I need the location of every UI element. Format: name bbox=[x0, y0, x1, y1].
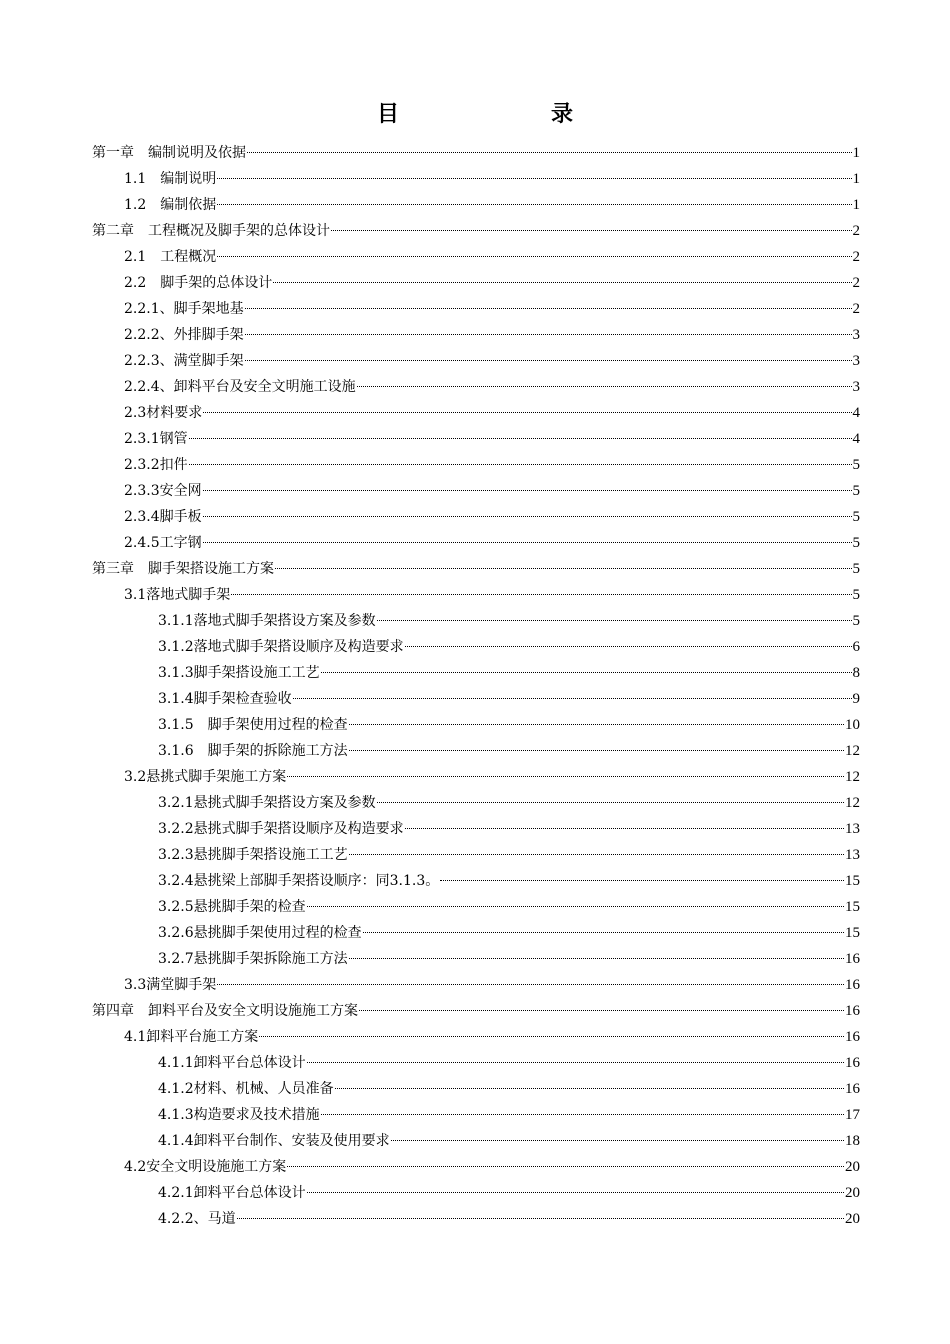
toc-entry[interactable] bbox=[92, 452, 860, 478]
toc-entry[interactable] bbox=[92, 998, 860, 1024]
dot-leader bbox=[287, 774, 844, 777]
toc-entry[interactable] bbox=[92, 322, 860, 348]
toc-entry[interactable] bbox=[92, 764, 860, 790]
dot-leader bbox=[217, 982, 844, 985]
toc-entry-label: 2.4.5工字钢 bbox=[124, 535, 202, 551]
dot-leader bbox=[293, 696, 852, 699]
toc-entry[interactable] bbox=[92, 426, 860, 452]
toc-entry[interactable] bbox=[92, 1050, 860, 1076]
toc-entry-page-number: 16 bbox=[845, 951, 860, 967]
dot-leader bbox=[349, 852, 844, 855]
toc-entry[interactable] bbox=[92, 1206, 860, 1232]
toc-entry[interactable] bbox=[92, 868, 860, 894]
toc-entry-page-number: 13 bbox=[845, 847, 860, 863]
toc-entry-label: 2.3.1钢管 bbox=[124, 431, 188, 447]
toc-entry-label: 第三章 脚手架搭设施工方案 bbox=[92, 561, 274, 577]
dot-leader bbox=[440, 878, 844, 881]
toc-entry-page-number: 10 bbox=[845, 717, 860, 733]
toc-entry-page-number: 4 bbox=[852, 405, 860, 421]
toc-entry[interactable] bbox=[92, 348, 860, 374]
dot-leader bbox=[307, 904, 844, 907]
toc-entry-label: 4.1.2材料、机械、人员准备 bbox=[158, 1081, 334, 1097]
dot-leader bbox=[349, 722, 844, 725]
dot-leader bbox=[287, 1164, 844, 1167]
toc-entry-label: 第二章 工程概况及脚手架的总体设计 bbox=[92, 223, 330, 239]
dot-leader bbox=[405, 644, 852, 647]
toc-entry-page-number: 15 bbox=[845, 925, 860, 941]
toc-entry-label: 2.2.1、脚手架地基 bbox=[124, 301, 244, 317]
dot-leader bbox=[359, 1008, 844, 1011]
toc-entry-page-number: 3 bbox=[852, 353, 860, 369]
dot-leader bbox=[331, 228, 852, 231]
toc-entry-label: 4.1卸料平台施工方案 bbox=[124, 1029, 259, 1045]
toc-entry-label: 3.1.3脚手架搭设施工工艺 bbox=[158, 665, 320, 681]
toc-entry-page-number: 9 bbox=[852, 691, 860, 707]
toc-entry-page-number: 5 bbox=[852, 587, 860, 603]
toc-entry-page-number: 1 bbox=[852, 145, 860, 161]
toc-entry-label: 2.2.2、外排脚手架 bbox=[124, 327, 244, 343]
dot-leader bbox=[357, 384, 852, 387]
toc-entry-label: 3.1落地式脚手架 bbox=[124, 587, 231, 603]
toc-entry[interactable] bbox=[92, 608, 860, 634]
toc-entry[interactable] bbox=[92, 920, 860, 946]
dot-leader bbox=[237, 1216, 844, 1219]
page-title: 目 录 bbox=[376, 101, 609, 127]
toc-entry[interactable] bbox=[92, 738, 860, 764]
toc-entry-label: 第四章 卸料平台及安全文明设施施工方案 bbox=[92, 1003, 358, 1019]
toc-entry-label: 4.2.1卸料平台总体设计 bbox=[158, 1185, 306, 1201]
toc-entry-label: 1.1 编制说明 bbox=[124, 171, 217, 187]
toc-entry-label: 2.1 工程概况 bbox=[124, 249, 217, 265]
toc-entry[interactable] bbox=[92, 270, 860, 296]
toc-entry-page-number: 5 bbox=[852, 535, 860, 551]
toc-entry[interactable] bbox=[92, 556, 860, 582]
toc-entry[interactable] bbox=[92, 816, 860, 842]
toc-entry-page-number: 12 bbox=[845, 769, 860, 785]
toc-entry-page-number: 16 bbox=[845, 1055, 860, 1071]
toc-entry-label: 3.2.5悬挑脚手架的检查 bbox=[158, 899, 306, 915]
toc-entry-page-number: 2 bbox=[852, 275, 860, 291]
toc-entry-label: 4.1.3构造要求及技术措施 bbox=[158, 1107, 320, 1123]
toc-entry-page-number: 8 bbox=[852, 665, 860, 681]
dot-leader bbox=[247, 150, 852, 153]
toc-entry-page-number: 16 bbox=[845, 1029, 860, 1045]
dot-leader bbox=[349, 748, 844, 751]
toc-entry-page-number: 2 bbox=[852, 301, 860, 317]
toc-entry-label: 4.2安全文明设施施工方案 bbox=[124, 1159, 287, 1175]
toc-entry-page-number: 4 bbox=[852, 431, 860, 447]
dot-leader bbox=[245, 332, 852, 335]
dot-leader bbox=[259, 1034, 844, 1037]
dot-leader bbox=[217, 176, 851, 179]
toc-entry-label: 2.3材料要求 bbox=[124, 405, 203, 421]
toc-entry-label: 3.1.6 脚手架的拆除施工方法 bbox=[158, 743, 348, 759]
toc-entry-label: 4.1.1卸料平台总体设计 bbox=[158, 1055, 306, 1071]
dot-leader bbox=[231, 592, 851, 595]
toc-entry[interactable] bbox=[92, 1102, 860, 1128]
dot-leader bbox=[275, 566, 852, 569]
toc-entry-label: 2.2.4、卸料平台及安全文明施工设施 bbox=[124, 379, 356, 395]
toc-entry[interactable] bbox=[92, 218, 860, 244]
toc-entry-label: 2.2 脚手架的总体设计 bbox=[124, 275, 273, 291]
toc-entry-page-number: 12 bbox=[845, 795, 860, 811]
toc-entry[interactable] bbox=[92, 946, 860, 972]
toc-entry-label: 2.2.3、满堂脚手架 bbox=[124, 353, 244, 369]
toc-entry-page-number: 2 bbox=[852, 249, 860, 265]
toc-entry[interactable] bbox=[92, 842, 860, 868]
toc-entry-page-number: 1 bbox=[852, 171, 860, 187]
toc-entry[interactable] bbox=[92, 478, 860, 504]
toc-entry-page-number: 5 bbox=[852, 613, 860, 629]
toc-entry-page-number: 15 bbox=[845, 899, 860, 915]
toc-entry-label: 3.2.4悬挑梁上部脚手架搭设顺序：同3.1.3。 bbox=[158, 873, 440, 889]
toc-entry-label: 3.1.2落地式脚手架搭设顺序及构造要求 bbox=[158, 639, 404, 655]
dot-leader bbox=[363, 930, 844, 933]
toc-entry[interactable] bbox=[92, 894, 860, 920]
toc-entry[interactable] bbox=[92, 582, 860, 608]
toc-entry-page-number: 15 bbox=[845, 873, 860, 889]
toc-entry[interactable] bbox=[92, 634, 860, 660]
toc-entry[interactable] bbox=[92, 192, 860, 218]
dot-leader bbox=[203, 410, 851, 413]
dot-leader bbox=[273, 280, 851, 283]
toc-entry[interactable] bbox=[92, 530, 860, 556]
toc-entry[interactable] bbox=[92, 504, 860, 530]
dot-leader bbox=[203, 488, 852, 491]
toc-entry[interactable] bbox=[92, 1076, 860, 1102]
toc-entry-page-number: 3 bbox=[852, 327, 860, 343]
toc-entry[interactable] bbox=[92, 1128, 860, 1154]
dot-leader bbox=[203, 514, 852, 517]
toc-entry-label: 3.2悬挑式脚手架施工方案 bbox=[124, 769, 287, 785]
dot-leader bbox=[217, 254, 851, 257]
toc-entry[interactable] bbox=[92, 1024, 860, 1050]
dot-leader bbox=[307, 1190, 844, 1193]
toc-entry[interactable] bbox=[92, 660, 860, 686]
toc-entry-label: 1.2 编制依据 bbox=[124, 197, 217, 213]
toc-entry-label: 3.2.1悬挑式脚手架搭设方案及参数 bbox=[158, 795, 376, 811]
toc-entry-label: 3.1.4脚手架检查验收 bbox=[158, 691, 292, 707]
dot-leader bbox=[307, 1060, 844, 1063]
toc-entry-label: 2.3.4脚手板 bbox=[124, 509, 202, 525]
toc-entry-label: 3.3满堂脚手架 bbox=[124, 977, 217, 993]
toc-entry-page-number: 3 bbox=[852, 379, 860, 395]
toc-entry[interactable] bbox=[92, 374, 860, 400]
toc-entry[interactable] bbox=[92, 790, 860, 816]
dot-leader bbox=[321, 670, 852, 673]
toc-entry-page-number: 2 bbox=[852, 223, 860, 239]
toc-entry-page-number: 5 bbox=[852, 483, 860, 499]
toc-entry[interactable] bbox=[92, 1180, 860, 1206]
table-of-contents bbox=[92, 140, 860, 1232]
toc-entry-page-number: 16 bbox=[845, 1081, 860, 1097]
toc-entry-label: 3.1.1落地式脚手架搭设方案及参数 bbox=[158, 613, 376, 629]
dot-leader bbox=[217, 202, 851, 205]
toc-entry-page-number: 16 bbox=[845, 977, 860, 993]
toc-entry-label: 2.3.2扣件 bbox=[124, 457, 188, 473]
dot-leader bbox=[335, 1086, 844, 1089]
dot-leader bbox=[391, 1138, 844, 1141]
toc-entry-label: 4.2.2、马道 bbox=[158, 1211, 236, 1227]
dot-leader bbox=[405, 826, 844, 829]
toc-entry[interactable] bbox=[92, 296, 860, 322]
toc-entry-label: 第一章 编制说明及依据 bbox=[92, 145, 246, 161]
dot-leader bbox=[377, 618, 852, 621]
dot-leader bbox=[189, 462, 852, 465]
toc-entry[interactable] bbox=[92, 1154, 860, 1180]
toc-entry-page-number: 12 bbox=[845, 743, 860, 759]
toc-entry-page-number: 13 bbox=[845, 821, 860, 837]
toc-entry-page-number: 17 bbox=[845, 1107, 860, 1123]
toc-entry-page-number: 1 bbox=[852, 197, 860, 213]
dot-leader bbox=[189, 436, 852, 439]
toc-entry-label: 3.2.3悬挑脚手架搭设施工工艺 bbox=[158, 847, 348, 863]
toc-entry-label: 4.1.4卸料平台制作、安装及使用要求 bbox=[158, 1133, 390, 1149]
toc-entry-page-number: 5 bbox=[852, 561, 860, 577]
toc-entry-page-number: 20 bbox=[845, 1185, 860, 1201]
toc-entry-page-number: 5 bbox=[852, 457, 860, 473]
toc-entry[interactable] bbox=[92, 244, 860, 270]
dot-leader bbox=[321, 1112, 844, 1115]
toc-entry-page-number: 5 bbox=[852, 509, 860, 525]
toc-entry-page-number: 16 bbox=[845, 1003, 860, 1019]
toc-entry-label: 2.3.3安全网 bbox=[124, 483, 202, 499]
dot-leader bbox=[245, 306, 852, 309]
toc-entry[interactable] bbox=[92, 972, 860, 998]
toc-entry-label: 3.2.2悬挑式脚手架搭设顺序及构造要求 bbox=[158, 821, 404, 837]
toc-entry-label: 3.2.6悬挑脚手架使用过程的检查 bbox=[158, 925, 362, 941]
dot-leader bbox=[349, 956, 844, 959]
toc-entry-label: 3.1.5 脚手架使用过程的检查 bbox=[158, 717, 348, 733]
toc-entry-page-number: 20 bbox=[845, 1211, 860, 1227]
toc-entry-label: 3.2.7悬挑脚手架拆除施工方法 bbox=[158, 951, 348, 967]
toc-entry[interactable] bbox=[92, 686, 860, 712]
toc-entry-page-number: 6 bbox=[852, 639, 860, 655]
dot-leader bbox=[377, 800, 844, 803]
toc-entry[interactable] bbox=[92, 712, 860, 738]
dot-leader bbox=[245, 358, 852, 361]
toc-entry[interactable] bbox=[92, 140, 860, 166]
dot-leader bbox=[203, 540, 852, 543]
toc-entry[interactable] bbox=[92, 400, 860, 426]
toc-entry[interactable] bbox=[92, 166, 860, 192]
toc-entry-page-number: 20 bbox=[845, 1159, 860, 1175]
toc-entry-page-number: 18 bbox=[845, 1133, 860, 1149]
